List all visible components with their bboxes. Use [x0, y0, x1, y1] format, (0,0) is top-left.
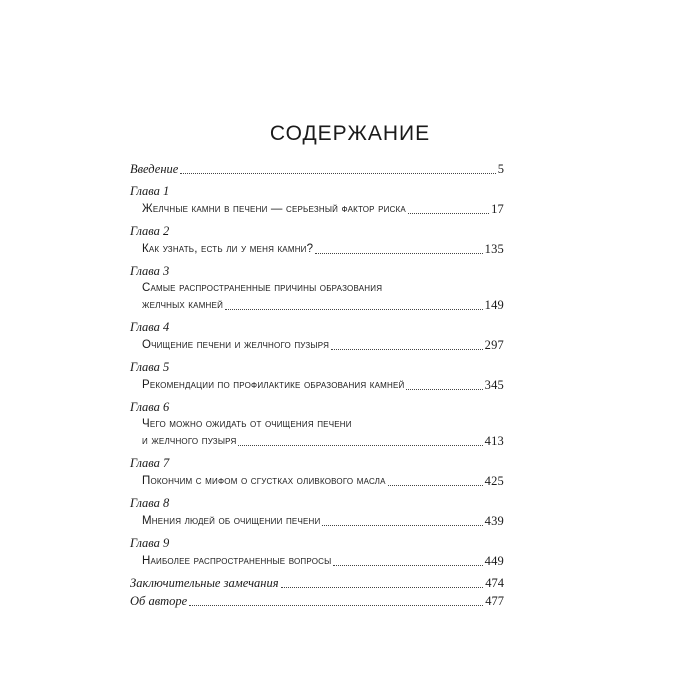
- chapter-title-line-2: желчных камней: [142, 299, 224, 311]
- toc-entry-label: Введение: [130, 162, 179, 176]
- toc-entry-label: Об авторе: [130, 594, 188, 608]
- page-number: 439: [484, 514, 504, 528]
- toc-entry-chapter-3[interactable]: [130, 296, 504, 314]
- chapter-label: Глава 9: [130, 536, 170, 550]
- toc-entry-closing[interactable]: [130, 574, 504, 592]
- chapter-title: Очищение печени и желчного пузыря: [142, 339, 330, 351]
- toc-entry-chapter-6[interactable]: [130, 432, 504, 450]
- page-number: 135: [484, 242, 504, 256]
- page-number: 474: [485, 576, 504, 590]
- table-of-contents: [130, 160, 504, 610]
- page-title: СОДЕРЖАНИЕ: [269, 122, 431, 145]
- page-number: 413: [484, 434, 504, 448]
- dot-leader: [225, 309, 483, 310]
- dot-leader: [406, 389, 482, 390]
- dot-leader: [333, 565, 482, 566]
- chapter-title-line-2: и желчного пузыря: [142, 435, 237, 447]
- page-number: 425: [484, 474, 504, 488]
- toc-entry-intro[interactable]: [130, 160, 504, 178]
- toc-entry-chapter-5[interactable]: [130, 376, 504, 394]
- chapter-title-line-1: Чего можно ожидать от очищения печени: [142, 418, 352, 430]
- toc-entry-chapter-2[interactable]: [130, 240, 504, 258]
- toc-entry-chapter-8[interactable]: [130, 512, 504, 530]
- dot-leader: [281, 587, 484, 588]
- toc-entry-chapter-4[interactable]: [130, 336, 504, 354]
- toc-entry-about[interactable]: [130, 592, 504, 610]
- chapter-label: Глава 1: [130, 184, 170, 198]
- chapter-label: Глава 8: [130, 496, 170, 510]
- page-number: 149: [484, 298, 504, 312]
- dot-leader: [331, 349, 483, 350]
- chapter-label: Глава 6: [130, 400, 170, 414]
- dot-leader: [322, 525, 482, 526]
- dot-leader: [189, 605, 483, 606]
- chapter-title: Как узнать, есть ли у меня камни?: [142, 243, 314, 255]
- chapter-label: Глава 3: [130, 264, 170, 278]
- dot-leader: [238, 445, 482, 446]
- dot-leader: [180, 173, 495, 174]
- dot-leader: [315, 253, 482, 254]
- chapter-title: Наиболее распространенные вопросы: [142, 555, 332, 567]
- toc-entry-chapter-9[interactable]: [130, 552, 504, 570]
- chapter-title-line-1: Самые распространенные причины образования: [142, 282, 383, 294]
- page-number: 17: [491, 202, 504, 216]
- chapter-label: Глава 2: [130, 224, 170, 238]
- chapter-label: Глава 4: [130, 320, 170, 334]
- toc-entry-label: Заключительные замечания: [130, 576, 279, 590]
- chapter-label: Глава 5: [130, 360, 170, 374]
- chapter-title: Рекомендации по профилактике образования камней: [142, 379, 405, 391]
- dot-leader: [388, 485, 483, 486]
- chapter-label: Глава 7: [130, 456, 170, 470]
- page-number: 297: [484, 338, 504, 352]
- page-number: 345: [484, 378, 504, 392]
- page-number: 449: [484, 554, 504, 568]
- toc-entry-chapter-7[interactable]: [130, 472, 504, 490]
- page-number: 477: [485, 594, 504, 608]
- chapter-title: Покончим с мифом о сгустках оливкового масла: [142, 475, 386, 487]
- chapter-title: Желчные камни в печени — серьезный фактор риска: [142, 203, 406, 215]
- toc-entry-chapter-1[interactable]: [130, 200, 504, 218]
- page-number: 5: [497, 162, 504, 176]
- dot-leader: [408, 213, 489, 214]
- chapter-title: Мнения людей об очищении печени: [142, 515, 321, 527]
